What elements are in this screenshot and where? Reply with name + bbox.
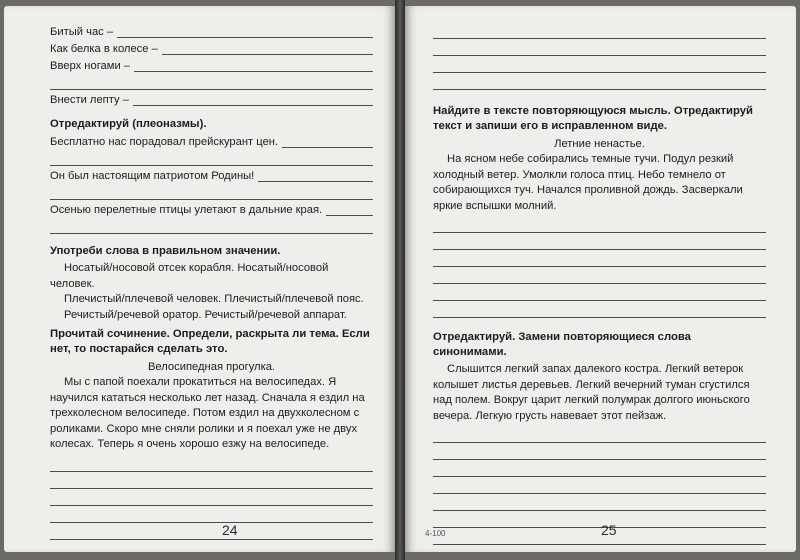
essay-text [50,375,373,453]
pleonasm-item-2 [50,168,373,185]
book-spine [395,0,405,560]
sentence: Осенью перелетные птицы улетают в дальние края. [50,202,326,219]
left-page [4,6,395,552]
answer-line[interactable] [50,508,373,525]
idiom-line-5 [50,92,373,109]
right-page-content [433,24,766,552]
answer-line[interactable] [162,54,373,55]
answer-line[interactable] [133,105,373,106]
idiom-label: Внести лепту – [50,92,133,109]
answer-line[interactable] [433,252,766,269]
idiom-line-1 [50,24,373,41]
answer-line[interactable] [433,24,766,41]
answer-line[interactable] [282,147,373,148]
page-number: 24 [222,522,238,538]
idiom-label: Как белка в колесе – [50,41,162,58]
answer-line[interactable] [433,303,766,320]
answer-line[interactable] [50,542,373,553]
answer-line[interactable] [433,547,766,552]
answer-line[interactable] [433,530,766,547]
answer-line[interactable] [433,513,766,530]
task-heading: Отредактируй (плеоназмы). [50,118,207,130]
answer-line[interactable] [50,525,373,542]
answer-line[interactable] [134,71,373,72]
answer-line[interactable] [50,491,373,508]
sentence: Бесплатно нас порадовал прейскурант цен. [50,134,282,151]
text-title: Летние ненастье. [554,138,645,150]
answer-line[interactable] [433,479,766,496]
answer-line[interactable] [50,75,373,92]
answer-line[interactable] [433,58,766,75]
task-heading: Прочитай сочинение. Определи, раскрыта ли тема. Если нет, то постарайся сделать это. [50,328,370,355]
answer-line[interactable] [50,185,373,202]
answer-line[interactable] [433,75,766,92]
task-heading: Найдите в тексте повторяющуюся мысль. Отредактируй текст и запиши его в исправленном виде. [433,105,753,132]
text-to-edit [433,152,766,214]
idiom-line-3 [50,58,373,75]
idiom-label: Битый час – [50,24,117,41]
idiom-label: Вверх ногами – [50,58,134,75]
answer-line[interactable] [433,428,766,445]
answer-line[interactable] [433,286,766,303]
answer-line[interactable] [326,215,373,216]
right-page [405,6,796,552]
answer-line[interactable] [258,181,373,182]
sentence: Он был настоящим патриотом Родины! [50,168,258,185]
page-number: 25 [601,522,617,538]
essay-title: Велосипедная прогулка. [147,361,276,373]
pleonasm-item-3 [50,202,373,219]
word-choice-line: Носатый/носовой отсек корабля. Носатый/носовой человек. [50,262,329,290]
pleonasm-item-1 [50,134,373,151]
word-choice-line: Речистый/речевой оратор. Речистый/речевой аппарат. [64,308,347,321]
task-heading: Употреби слова в правильном значении. [50,245,281,257]
answer-line[interactable] [50,151,373,168]
answer-line[interactable] [433,218,766,235]
answer-line[interactable] [433,462,766,479]
answer-line[interactable] [433,235,766,252]
text-paragraph: Слышится легкий запах далекого костра. Легкий ветерок колышет листья деревьев. Легкий вечерний туман сгустился над полем. Вокруг царит легкий полумрак долгого июньского вечера. Легкую грусть навевает этот пейзаж. [433,363,750,422]
task-heading: Отредактируй. Замени повторяющиеся слова синонимами. [433,331,691,358]
answer-line[interactable] [433,41,766,58]
word-choice-line: Плечистый/плечевой человек. Плечистый/плечевой пояс. [64,293,364,305]
word-choice-text [50,261,373,323]
answer-line[interactable] [50,219,373,236]
idiom-line-2 [50,41,373,58]
answer-line[interactable] [117,37,373,38]
text-paragraph: На ясном небе собирались темные тучи. Подул резкий холодный ветер. Умолкли голоса птиц. Небо темнело от собирающихся туч. Начался проливной дождь. Засверкали яркие вспышки молний. [433,153,743,212]
essay-paragraph: Мы с папой поехали прокатиться на велосипедах. Я научился кататься несколько лет назад. Сначала я ездил на трехколесном велосипеде. Потом ездил на двухколесном с роликами. Скоро мне сняли ролики и я поехал уже не двух колесах. Теперь я очень хорошо езжу на велосипеде. [50,376,365,450]
synonym-text [433,362,766,424]
answer-line[interactable] [433,496,766,513]
left-page-content [50,24,373,552]
answer-line[interactable] [50,457,373,474]
print-mark: 4-100 [425,529,446,538]
answer-line[interactable] [433,269,766,286]
answer-line[interactable] [433,445,766,462]
answer-line[interactable] [50,474,373,491]
